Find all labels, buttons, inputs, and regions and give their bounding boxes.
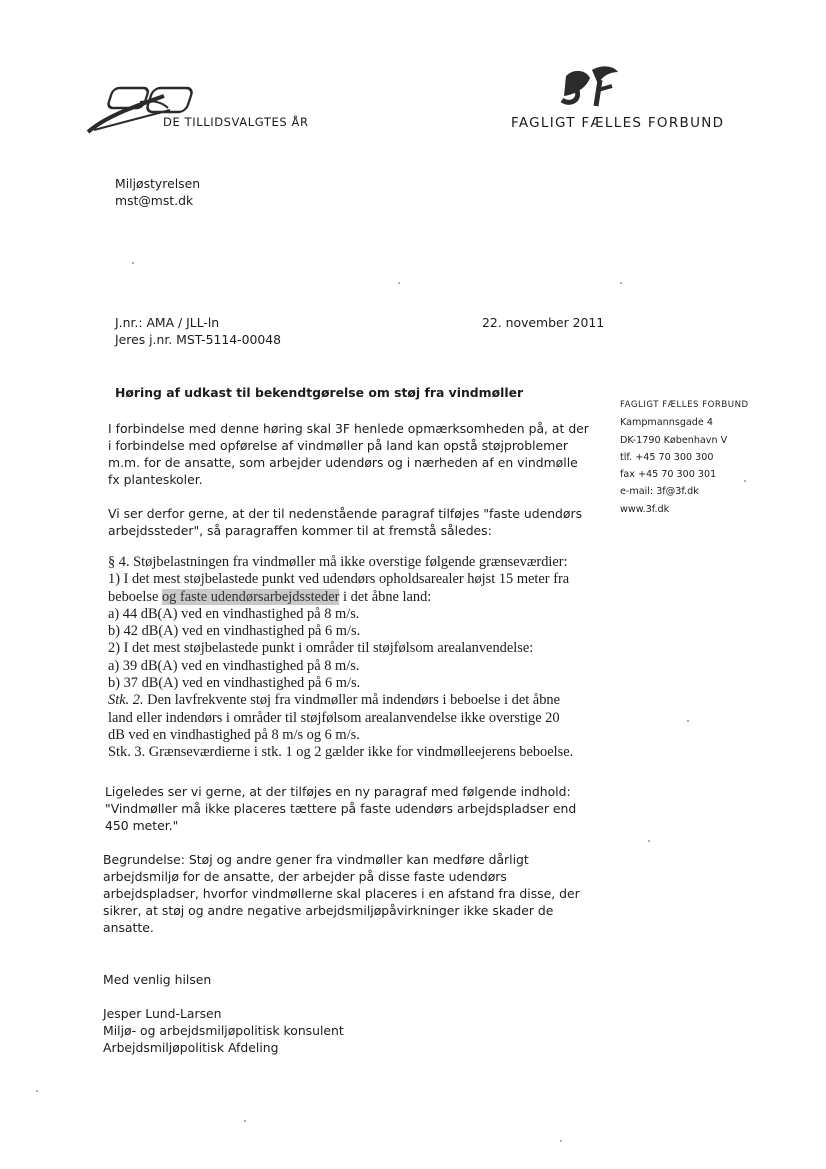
reference-block [115, 314, 281, 348]
scan-speck [648, 840, 650, 842]
signer-name: Jesper Lund-Larsen [103, 1006, 222, 1021]
paragraph-line: fx planteskoler. [108, 472, 203, 487]
paragraph-line: ansatte. [103, 920, 154, 935]
law-text: beboelse [108, 588, 162, 605]
sender-phone: tlf. +45 70 300 300 [620, 451, 714, 463]
sender-address-block [620, 397, 749, 518]
intro-paragraph [108, 420, 589, 488]
law-line-highlighted [108, 589, 573, 606]
scan-speck [398, 282, 400, 284]
paragraph-line: arbejdsmiljø for de ansatte, der arbejder på disse faste udendørs [103, 869, 507, 884]
law-line: 1) I det mest støjbelastede punkt ved udendørs opholdsarealer højst 15 meter fra [108, 571, 570, 588]
law-text: Den lavfrekvente støj fra vindmøller må indendørs i beboelse i det åbne [143, 692, 560, 709]
highlighted-insertion: og faste udendørsarbejdssteder [161, 588, 340, 605]
paragraph-line: m.m. for de ansatte, som arbejder udendørs og i nærheden af en vindmølle [108, 455, 578, 470]
scan-speck [687, 720, 689, 722]
law-line [108, 692, 573, 709]
closing-salutation: Med venlig hilsen [103, 972, 212, 987]
sender-org: FAGLIGT FÆLLES FORBUND [620, 400, 749, 410]
sender-street: Kampmannsgade 4 [620, 417, 713, 429]
paragraph-line: Vi ser derfor gerne, at der til nedenstående paragraf tilføjes "faste udendørs [108, 506, 583, 521]
signer-department: Arbejdsmiljøpolitisk Afdeling [103, 1040, 279, 1055]
your-journal-number: Jeres j.nr. MST-5114-00048 [115, 332, 282, 347]
letter-subject: Høring af udkast til bekendtgørelse om støj fra vindmøller [115, 385, 524, 400]
signature-block [103, 1005, 344, 1056]
law-line: b) 37 dB(A) ved en vindhastighed på 6 m/s. [108, 675, 361, 692]
paragraph-line: Ligeledes ser vi gerne, at der tilføjes en ny paragraf med følgende indhold: [105, 784, 571, 799]
law-line: land eller indendørs i områder til støjfølsom arealanvendelse ikke overstige 20 [108, 709, 560, 726]
scan-speck [560, 1140, 562, 1142]
left-logo-text: DE TILLIDSVALGTES ÅR [163, 115, 309, 129]
scan-speck [744, 480, 746, 482]
request-paragraph [108, 505, 582, 539]
law-line: a) 44 dB(A) ved en vindhastighed på 8 m/s. [108, 605, 360, 622]
recipient-name: Miljøstyrelsen [115, 176, 201, 191]
letter-date: 22. november 2011 [482, 315, 605, 330]
law-line: Stk. 3. Grænseværdierne i stk. 1 og 2 gælder ikke for vindmølleejerens beboelse. [108, 744, 574, 761]
scan-speck [244, 1120, 246, 1122]
law-quote [108, 554, 573, 762]
paragraph-line: I forbindelse med denne høring skal 3F henlede opmærksomheden på, at der [108, 421, 589, 436]
3f-logo [556, 60, 620, 110]
paragraph-line: arbejdspladser, hvorfor vindmøllerne skal placeres i en afstand fra disse, der [103, 886, 580, 901]
sender-web: www.3f.dk [620, 503, 670, 515]
scan-speck [132, 262, 134, 264]
paragraph-line: i forbindelse med opførelse af vindmøller på land kan opstå støjproblemer [108, 438, 568, 453]
paragraph-line: Begrundelse: Støj og andre gener fra vindmøller kan medføre dårligt [103, 852, 529, 867]
law-text: i det åbne land: [339, 588, 432, 605]
paragraph-line: arbejdssteder", så paragraffen kommer til at fremstå således: [108, 523, 492, 538]
law-line: dB ved en vindhastighed på 8 m/s og 6 m/s. [108, 726, 360, 743]
law-line: a) 39 dB(A) ved en vindhastighed på 8 m/s. [108, 657, 360, 674]
journal-number: J.nr.: AMA / JLL-ln [115, 315, 220, 330]
additional-request-paragraph [105, 783, 576, 834]
justification-paragraph [103, 851, 580, 936]
sender-fax: fax +45 70 300 301 [620, 469, 717, 481]
paragraph-line: 450 meter." [105, 818, 179, 833]
paragraph-line: sikrer, at støj og andre negative arbejdsmiljøpåvirkninger ikke skader de [103, 903, 554, 918]
stk-label: Stk. 2. [108, 692, 144, 709]
law-line: 2) I det mest støjbelastede punkt i områder til støjfølsom arealanvendelse: [108, 640, 534, 657]
recipient-block [115, 175, 200, 209]
right-logo-text: FAGLIGT FÆLLES FORBUND [511, 115, 725, 131]
law-line: § 4. Støjbelastningen fra vindmøller må ikke overstige følgende grænseværdier: [108, 554, 568, 570]
scan-speck [36, 1090, 38, 1092]
signer-title: Miljø- og arbejdsmiljøpolitisk konsulent [103, 1023, 344, 1038]
law-line: b) 42 dB(A) ved en vindhastighed på 6 m/s. [108, 623, 361, 640]
recipient-email: mst@mst.dk [115, 193, 194, 208]
scan-speck [620, 282, 622, 284]
paragraph-line: "Vindmøller må ikke placeres tættere på faste udendørs arbejdspladser end [105, 801, 577, 816]
sender-email: e-mail: 3f@3f.dk [620, 486, 699, 498]
sender-city: DK-1790 København V [620, 434, 728, 446]
